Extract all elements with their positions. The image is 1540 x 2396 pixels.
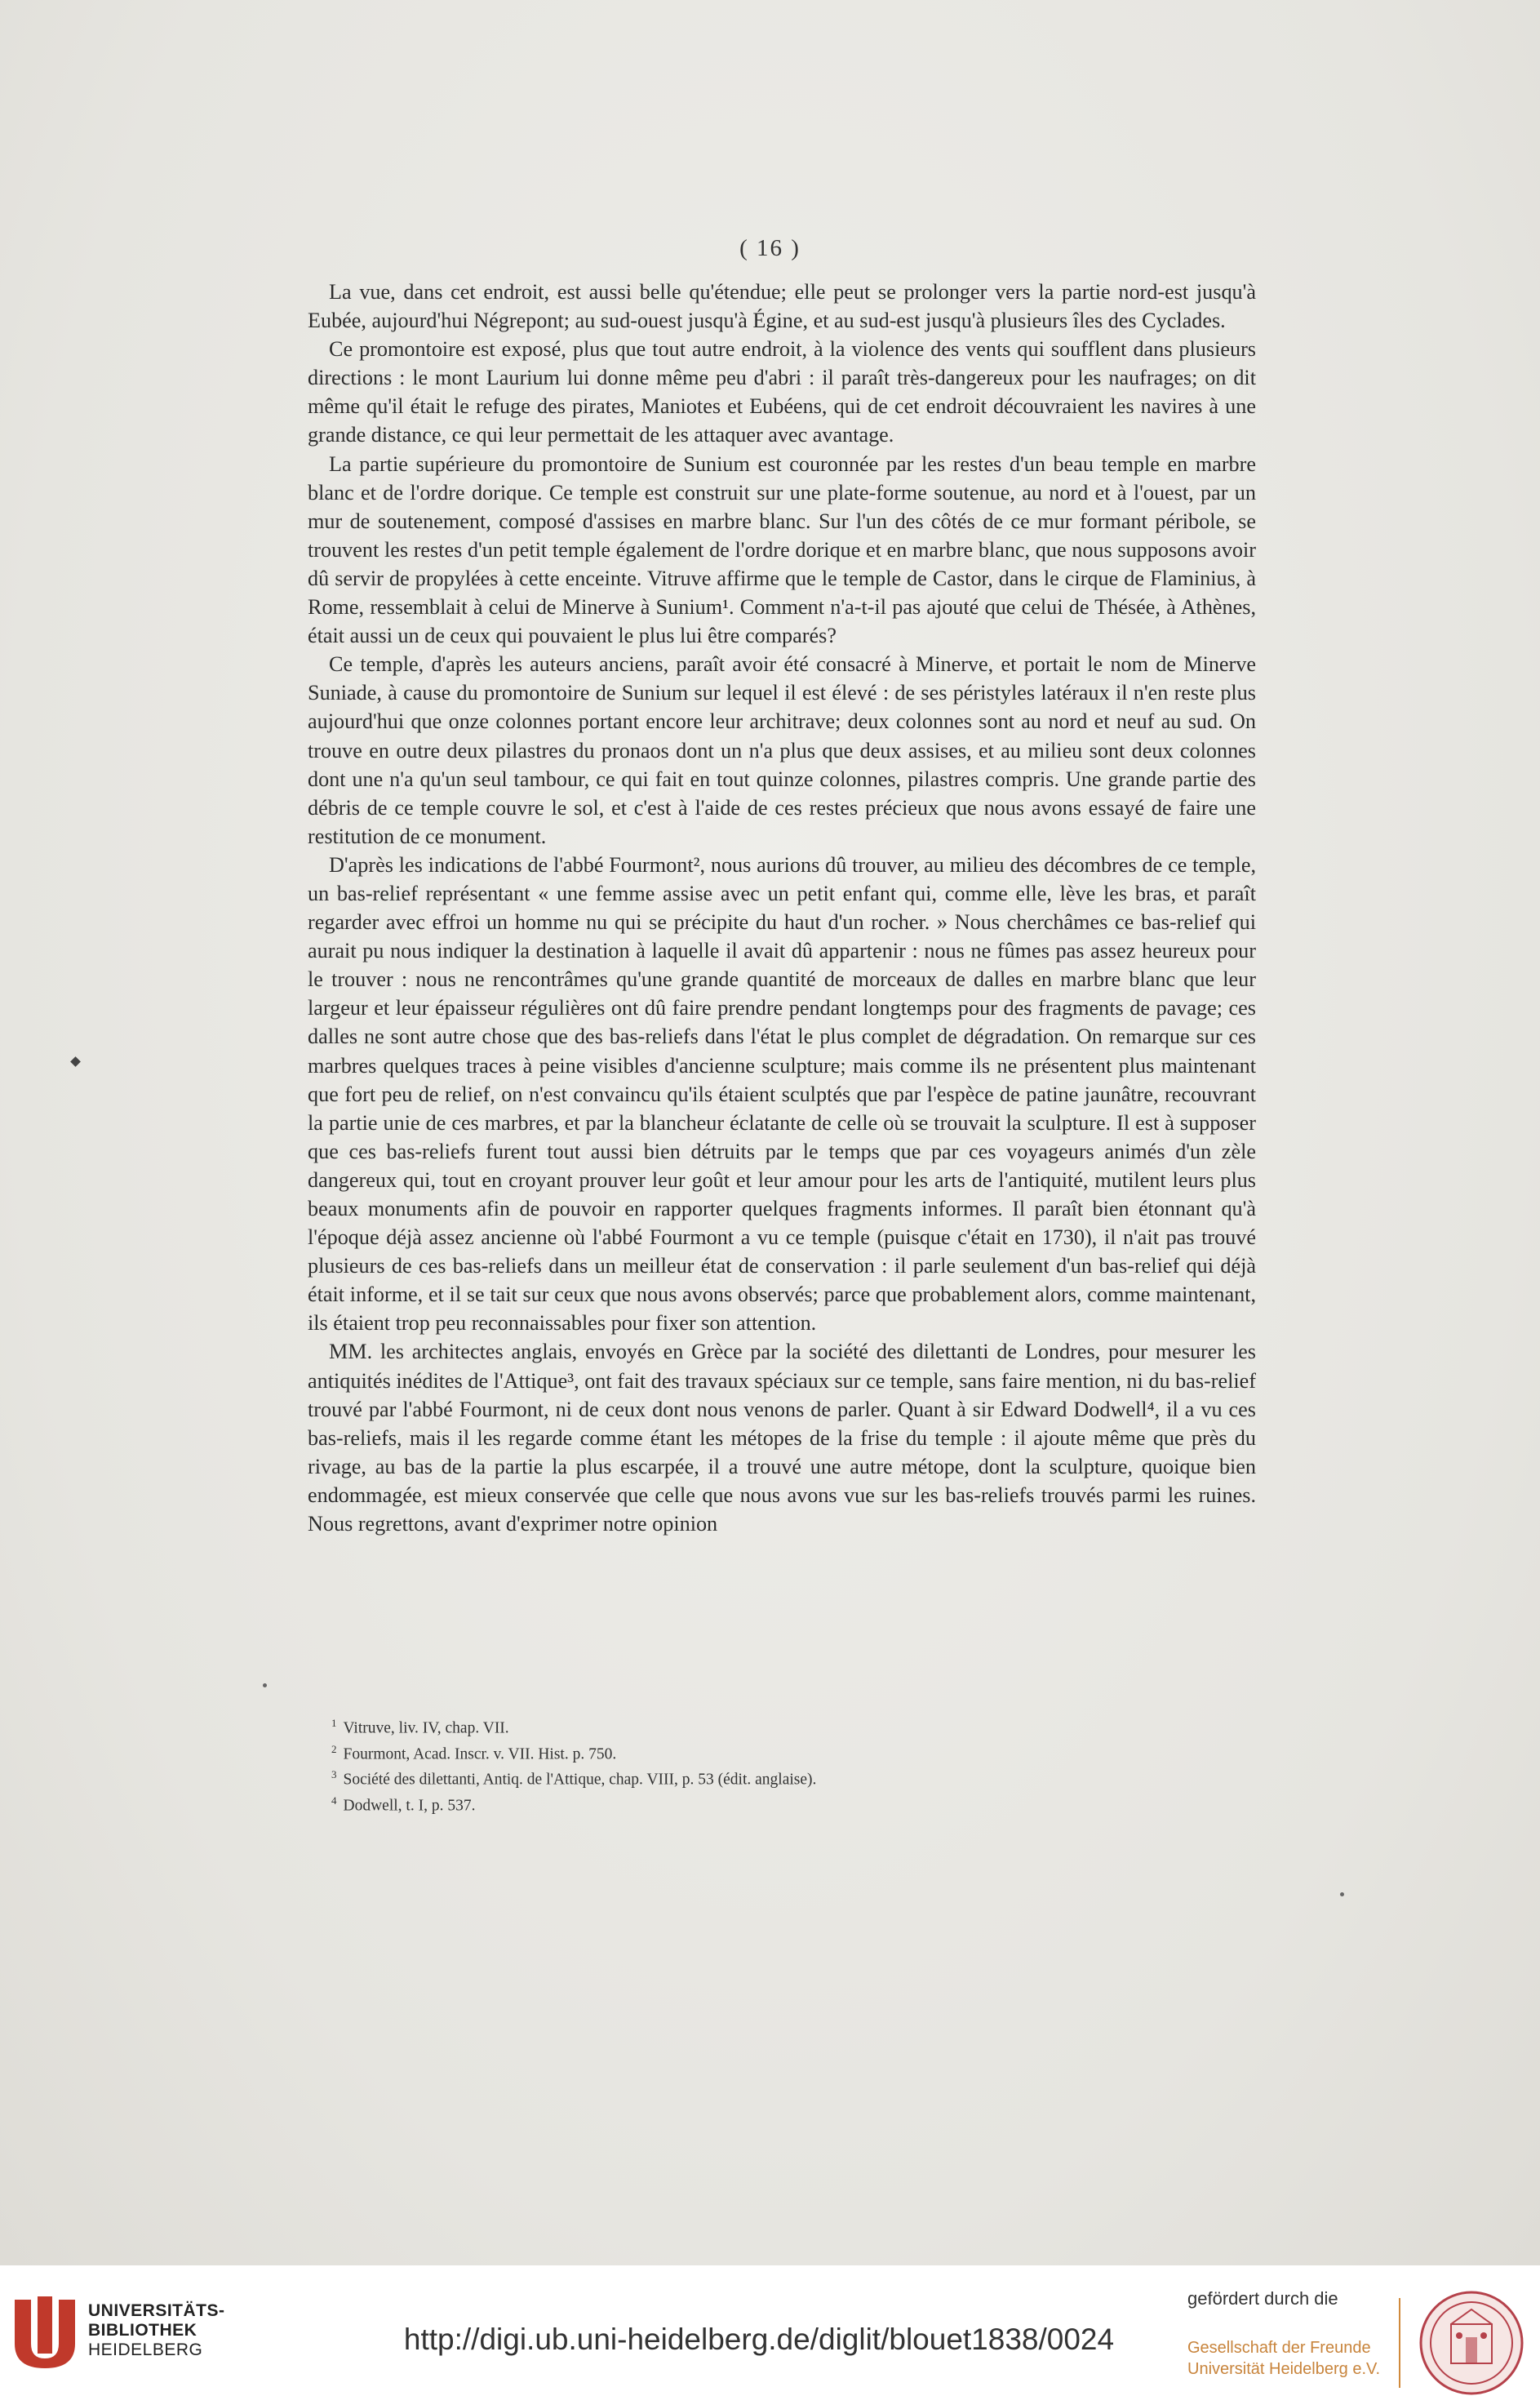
paragraph: MM. les architectes anglais, envoyés en Grèce par la société des dilettanti de Londres, pour mesurer les antiquités inédites de l'Attique³, ont fait des travaux spéciaux sur ce temple, sans faire mention, ni du bas-relief trouvé par l'abbé Fourmont, ni de ceux dont nous venons de parler. Quant à sir Edward Dodwell⁴, il a vu ces bas-reliefs, mais il les regarde comme étant les métopes de la frise du temple : il ajoute même que près du rivage, au bas de la partie la plus escarpée, il a trouvé une autre métope, dont la sculpture, quoique bien endommagée, est mieux conservée que celle que nous avons vue sur les bas-reliefs trouvés parmi les ruines. Nous regrettons, avant d'exprimer notre opinion (308, 1340, 1256, 1536)
footnote-text: Vitruve, liv. IV, chap. VII. (343, 1719, 509, 1737)
library-name-line: BIBLIOTHEK (88, 2321, 197, 2340)
footnote-mark: 3 (331, 1768, 337, 1780)
stray-ink-mark (70, 1056, 81, 1067)
sponsor-divider (1399, 2298, 1400, 2388)
footnote (331, 1764, 1046, 1790)
paragraph: Ce temple, d'après les auteurs anciens, paraît avoir été consacré à Minerve, et portait le nom de Minerve Suniade, à cause du promontoire de Sunium sur lequel il est élevé : de ses péristyles latéraux il n'en reste plus aujourd'hui que onze colonnes portant encore leur architrave; deux colonnes sont au nord et neuf au sud. On trouve en outre deux pilastres du pronaos dont un n'a plus que deux assises, et au milieu sont deux colonnes dont une n'a qu'un seul tambour, ce qui fait en tout quinze colonnes, pilastres compris. Une grande partie des débris de ce temple couvre le sol, et c'est à l'aide de ces restes précieux que nous avons essayé de faire une restitution de ce monument. (308, 652, 1256, 848)
page-number: ( 16 ) (739, 235, 801, 261)
footnote (331, 1713, 1046, 1739)
sponsor-name (1187, 2337, 1383, 2380)
stray-ink-dot (1340, 1892, 1344, 1896)
footnote (331, 1790, 1046, 1816)
paragraph: La partie supérieure du promontoire de Sunium est couronnée par les restes d'un beau temple en marbre blanc et de l'ordre dorique. Ce temple est construit sur une plate-forme soutenue, au nord et à l'ouest, par un mur de soutenement, composé d'assises en marbre blanc. Sur l'un des côtés de ce mur formant péribole, se trouvent les restes d'un petit temple également de l'ordre dorique et en marbre blanc, que nous supposons avoir dû servir de propylées à cette enceinte. Vitruve affirme que le temple de Castor, dans le cirque de Flaminius, à Rome, ressemblait à celui de Minerve à Sunium¹. Comment n'a-t-il pas ajouté que celui de Thésée, à Athènes, était aussi un de ceux qui pouvaient le plus lui être comparés? (308, 451, 1256, 648)
footnote-text: Fourmont, Acad. Inscr. v. VII. Hist. p. 750. (343, 1745, 617, 1763)
footnote-mark: 1 (331, 1717, 337, 1729)
footnote-text: Société des dilettanti, Antiq. de l'Attique, chap. VIII, p. 53 (édit. anglaise). (343, 1771, 817, 1789)
footnote (331, 1739, 1046, 1765)
sponsor-name-line: Gesellschaft der Freunde (1187, 2339, 1371, 2357)
library-name (88, 2301, 225, 2360)
footnote-mark: 2 (331, 1742, 337, 1755)
library-name-line: HEIDELBERG (88, 2340, 203, 2359)
footer-bar (0, 2265, 1540, 2396)
footnote-mark: 4 (331, 1794, 337, 1807)
digitization-url-link[interactable]: http://digi.ub.uni-heidelberg.de/diglit/blouet1838/0024 (403, 2323, 1115, 2356)
footnote-text: Dodwell, t. I, p. 537. (343, 1797, 476, 1814)
paragraph: Ce promontoire est exposé, plus que tout autre endroit, à la violence des vents qui soufflent dans plusieurs directions : le mont Laurium lui donne même peu d'abri : il paraît très-dangereux pour les naufrages; on dit même qu'il était le refuge des pirates, Maniotes et Eubéens, qui de cet endroit découvraient les navires à une grande distance, ce qui leur permettait de les attaquer avec avantage. (308, 337, 1256, 447)
stray-ink-dot (263, 1683, 267, 1687)
body-text (308, 278, 1256, 1538)
paragraph: La vue, dans cet endroit, est aussi belle qu'étendue; elle peut se prolonger vers la partie nord-est jusqu'à Eubée, aujourd'hui Négrepont; au sud-ouest jusqu'à Égine, et au sud-est jusqu'à plusieurs îles des Cyclades. (308, 280, 1256, 333)
sponsor-name-line: Universität Heidelberg e.V. (1187, 2360, 1381, 2378)
paragraph: D'après les indications de l'abbé Fourmont², nous aurions dû trouver, au milieu des décombres de ce temple, un bas-relief représentant « une femme assise avec un petit enfant qui, comme elle, lève les bras, et paraît regarder avec effroi un homme nu qui se précipite du haut d'un rocher. » Nous cherchâmes ce bas-relief qui aurait pu nous indiquer la destination à laquelle il avait dû appartenir : nous ne fûmes pas assez heureux pour le trouver : nous ne rencontrâmes qu'une grande quantité de morceaux de dalles en marbre blanc que leur largeur et leur épaisseur régulières ont dû faire prendre pendant longtemps pour des fragments de pavage; ces dalles ne sont autre chose que des bas-reliefs dans l'état le plus complet de dégradation. On remarque sur ces marbres quelques traces à peine visibles d'ancienne sculpture; mais comme ils ne présentent plus maintenant que fort peu de relief, on n'est convaincu qu'ils étaient sculptés que par l'espèce de patine jaunâtre, recouvrant la partie unie de ces marbres, et par la blancheur éclatante de celle où se trouvait la sculpture. Il est à supposer que ces bas-reliefs furent tout aussi bien détruits par le temps que par ces voyageurs animés d'un zèle dangereux qui, tout en croyant prouver leur goût et leur amour pour les arts de l'antiquité, mutilent leurs plus beaux monuments afin de pouvoir en rapporter quelques fragments informes. Il paraît bien étonnant qu'à l'époque déjà assez ancienne où l'abbé Fourmont a vu ce temple (puisque c'était en 1730), il n'ait pas trouvé plusieurs de ces bas-reliefs dans un meilleur état de conservation : il parle seulement d'un bas-relief qui déjà était informe, et il se tait sur ceux que nous avons observés; parce que probablement alors, comme maintenant, ils étaient trop peu reconnaissables pour fixer son attention. (308, 852, 1256, 1336)
university-seal-icon (1418, 2290, 1524, 2396)
library-name-line: UNIVERSITÄTS- (88, 2301, 225, 2320)
footnotes (312, 1713, 1046, 1816)
university-library-logo-icon (10, 2293, 80, 2372)
sponsor-label: gefördert durch die (1187, 2288, 1338, 2309)
